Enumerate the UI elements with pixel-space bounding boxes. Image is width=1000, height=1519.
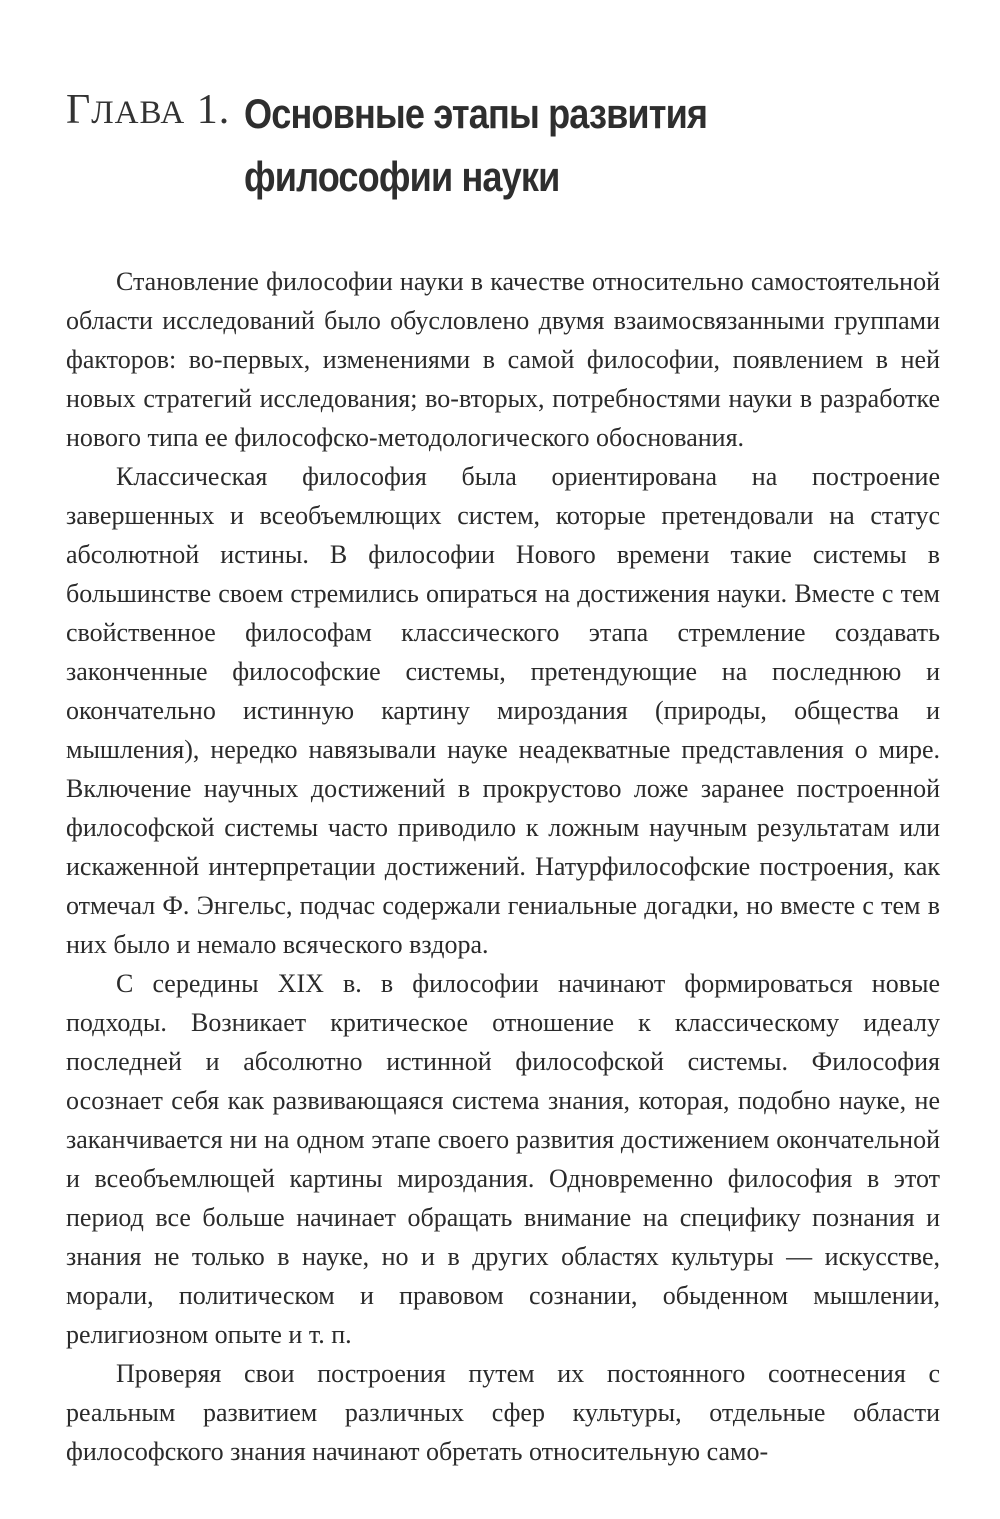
chapter-number: 1. <box>196 87 231 133</box>
paragraph-3: С середины XIX в. в философии начинают формироваться новые подходы. Возникает критическое отношение к классическому идеалу последней и абсолютно истинной философской системы. Философия осознает себя как развивающаяся система знания, которая, подобно науке, не заканчивается ни на одном этапе своего развития достижением окончательной и всеобъемлющей картины мироздания. Одновременно философия в этот период все больше начинает обращать внимание на специфику познания и знания не только в науке, но и в других областях культуры — искусстве, морали, политическом и правовом сознании, обыденном мышлении, религиозном опыте и т. п. <box>66 969 940 1349</box>
chapter-label-smallcaps: ЛАВА <box>91 95 186 131</box>
paragraph-2: Классическая философия была ориентирована на построение завершенных и всеобъемлющих систем, которые претендовали на статус абсолютной истины. В философии Нового времени такие системы в большинстве своем стремились опираться на достижения науки. Вместе с тем свойственное философам классического этапа стремление создавать законченные философские системы, претендующие на последнюю и окончательно истинную картину мироздания (природы, общества и мышления), нередко навязывали науке неадекватные представления о мире. Включение научных достижений в прокрустово ложе заранее построенной философской системы часто приводило к ложным научным результатам или искаженной интерпретации достижений. Натурфилософские построения, как отмечал Ф. Энгельс, подчас содержали гениальные догадки, но вместе с тем в них было и немало всяческого вздора. <box>66 462 940 959</box>
paragraph-4: Проверяя свои построения путем их постоянного соотнесения с реальным развитием различных сфер культуры, отдельные области философского знания начинают обретать относительную само- <box>66 1359 940 1466</box>
chapter-label-initial: Г <box>66 87 92 133</box>
chapter-label <box>66 82 230 141</box>
chapter-title-line-1: Основные этапы развития <box>244 90 708 137</box>
chapter-title-line-2: философии науки <box>244 153 560 200</box>
chapter-title <box>244 82 707 208</box>
chapter-heading <box>66 82 946 208</box>
paragraph-1: Становление философии науки в качестве относительно самостоятельной области исследований было обусловлено двумя взаимосвязанными группами факторов: во-первых, изменениями в самой философии, появлением в ней новых стратегий исследования; во-вторых, потребностями науки в разработке нового типа ее философско-методологического обоснования. <box>66 267 940 452</box>
body-text <box>66 262 940 1471</box>
